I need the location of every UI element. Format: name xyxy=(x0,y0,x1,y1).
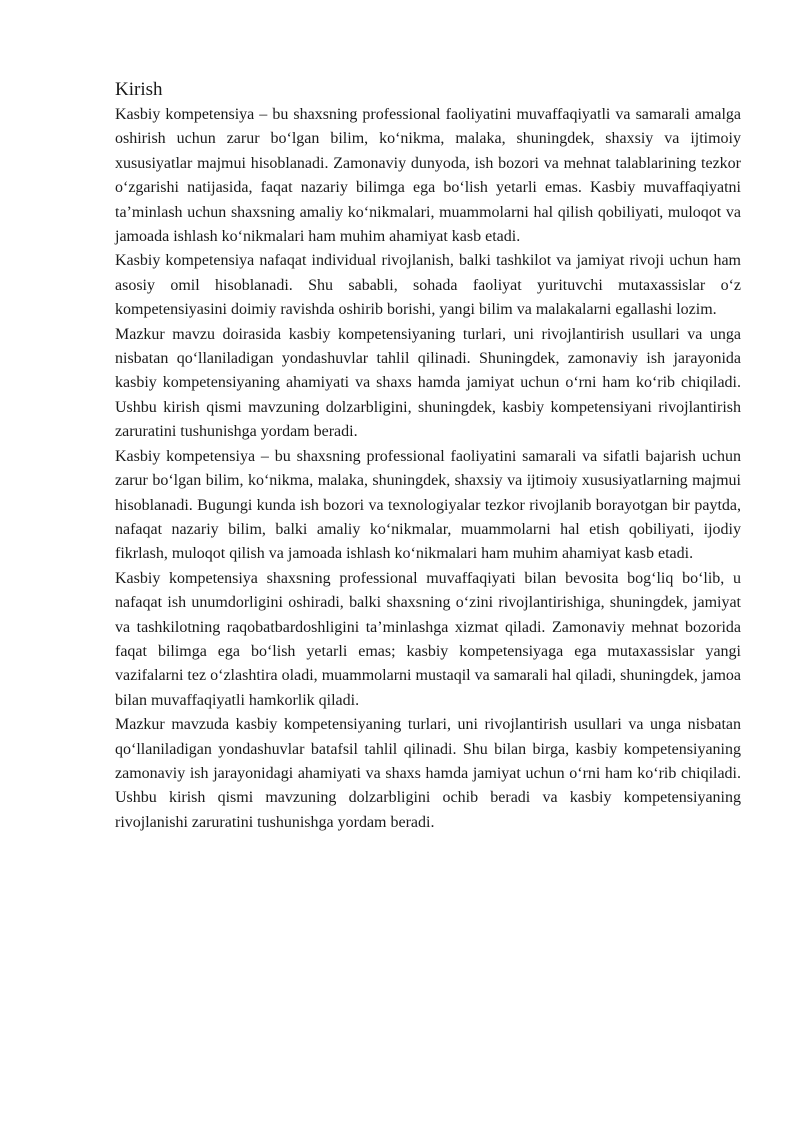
document-page xyxy=(115,78,741,835)
paragraph: Kasbiy kompetensiya – bu shaxsning professional faoliyatini muvaffaqiyatli va samarali amalga oshirish uchun zarur bo‘lgan bilim, ko‘nikma, malaka, shuningdek, shaxsiy va ijtimoiy xususiyatlar majmui hisoblanadi. Zamonaviy dunyoda, ish bozori va mehnat talablarining tezkor o‘zgarishi natijasida, faqat nazariy bilimga ega bo‘lish yetarli emas. Kasbiy muvaffaqiyatni ta’minlash uchun shaxsning amaliy ko‘nikmalari, muammolarni hal qilish qobiliyati, muloqot va jamoada ishlash ko‘nikmalari ham muhim ahamiyat kasb etadi. xyxy=(115,106,741,246)
section-heading: Kirish xyxy=(115,79,163,100)
paragraph: Kasbiy kompetensiya – bu shaxsning professional faoliyatini samarali va sifatli bajarish uchun zarur bo‘lgan bilim, ko‘nikma, malaka, shuningdek, shaxsiy va ijtimoiy xususiyatlarning majmui hisoblanadi. Bugungi kunda ish bozori va texnologiyalar tezkor rivojlanib borayotgan bir paytda, nafaqat nazariy bilim, balki amaliy ko‘nikmalar, muammolarni hal etish qobiliyati, ijodiy fikrlash, muloqot qilish va jamoada ishlash ko‘nikmalari ham muhim ahamiyat kasb etadi. xyxy=(115,447,741,563)
paragraph: Mazkur mavzuda kasbiy kompetensiyaning turlari, uni rivojlantirish usullari va unga nisbatan qo‘llaniladigan yondashuvlar batafsil tahlil qilinadi. Shu bilan birga, kasbiy kompetensiyaning zamonaviy ish jarayonidagi ahamiyati va shaxs hamda jamiyat uchun o‘rni ham ko‘rib chiqiladi. Ushbu kirish qismi mavzuning dolzarbligini ochib beradi va kasbiy kompetensiyaning rivojlanishi zaruratini tushunishga yordam beradi. xyxy=(115,716,741,831)
paragraph: Mazkur mavzu doirasida kasbiy kompetensiyaning turlari, uni rivojlantirish usullari va unga nisbatan qo‘llaniladigan yondashuvlar tahlil qilinadi. Shuningdek, zamonaviy ish jarayonida kasbiy kompetensiyaning ahamiyati va shaxs hamda jamiyat uchun o‘rni ham ko‘rib chiqiladi. Ushbu kirish qismi mavzuning dolzarbligini, shuningdek, kasbiy kompetensiyani rivojlantirish zaruratini tushunishga yordam beradi. xyxy=(115,325,741,441)
paragraph: Kasbiy kompetensiya shaxsning professional muvaffaqiyati bilan bevosita bog‘liq bo‘lib, u nafaqat ish unumdorligini oshiradi, balki shaxsning o‘zini rivojlantirishiga, shuningdek, jamiyat va tashkilotning raqobatbardoshligini ta’minlashga xizmat qiladi. Zamonaviy mehnat bozorida faqat bilimga ega bo‘lish yetarli emas; kasbiy kompetensiyaga ega mutaxassislar yangi vazifalarni tez o‘zlashtira oladi, muammolarni mustaqil va samarali hal qiladi, shuningdek, jamoa bilan muvaffaqiyatli hamkorlik qiladi. xyxy=(115,569,741,709)
paragraph: Kasbiy kompetensiya nafaqat individual rivojlanish, balki tashkilot va jamiyat rivoji uchun ham asosiy omil hisoblanadi. Shu sababli, sohada faoliyat yurituvchi mutaxassislar o‘z kompetensiyasini doimiy ravishda oshirib borishi, yangi bilim va malakalarni egallashi lozim. xyxy=(115,252,741,319)
